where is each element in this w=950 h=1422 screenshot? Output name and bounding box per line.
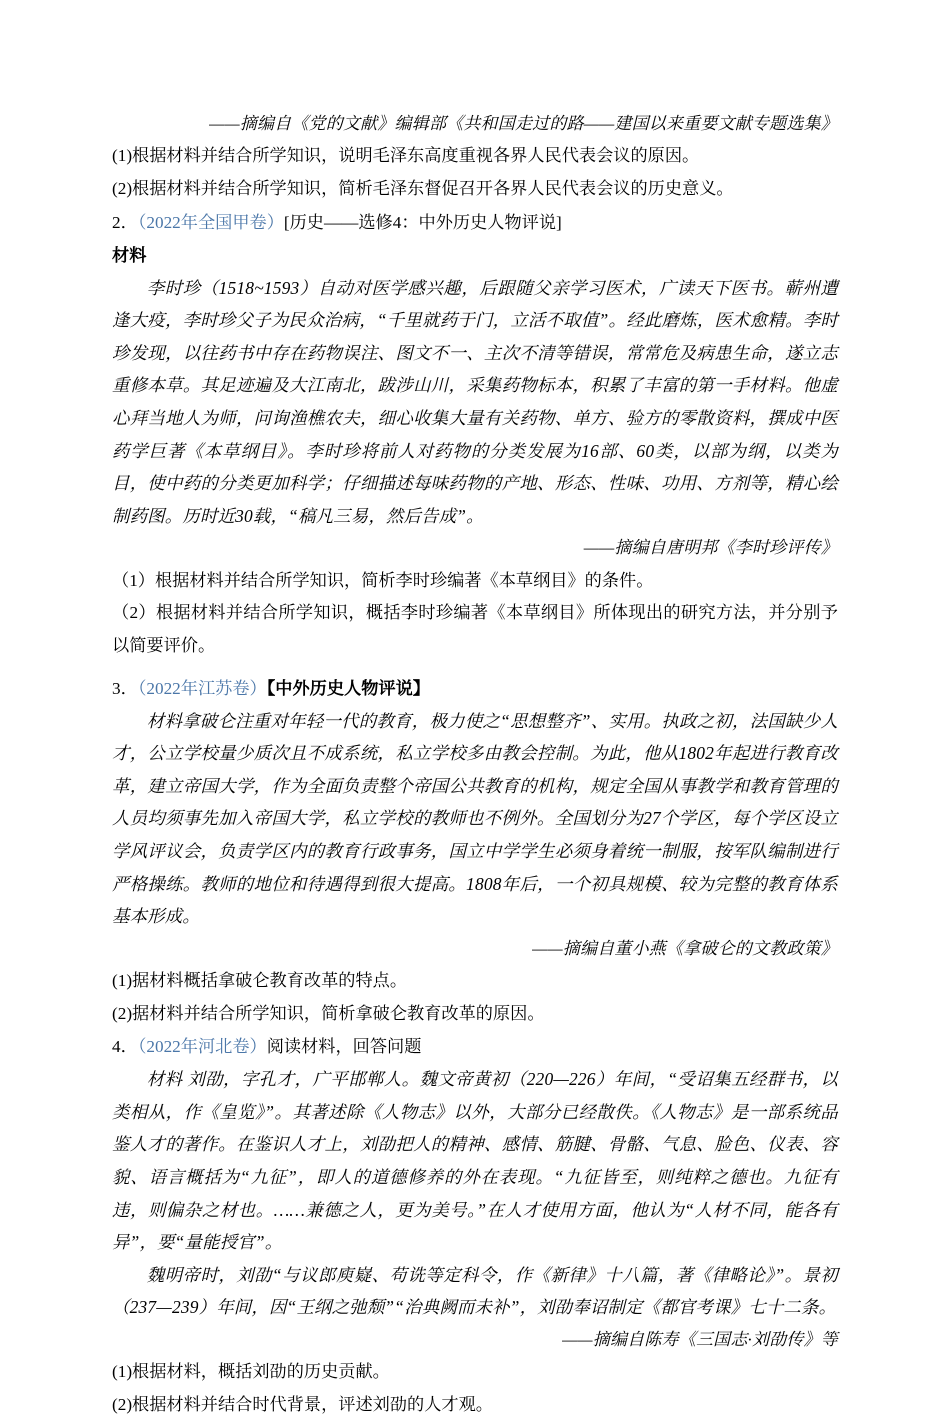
q2-sub-question-2: （2）根据材料并结合所学知识，概括李时珍编著《本草纲目》所体现出的研究方法，并分别予以简要评价。 bbox=[112, 603, 838, 655]
q4-number: 4． bbox=[112, 1037, 138, 1057]
q3-title: 【中外历史人物评说】 bbox=[266, 678, 430, 698]
q4-sub-question-2: (2)根据材料并结合时代背景，评述刘劭的人才观。 bbox=[112, 1395, 493, 1415]
document-body bbox=[112, 108, 838, 1422]
q2-source: （2022年全国甲卷） bbox=[137, 212, 284, 232]
q2-citation: ——摘编自唐明邦《李时珍评传》 bbox=[583, 538, 838, 558]
q2-title: [历史——选修4：中外历史人物评说] bbox=[283, 212, 562, 232]
q4-heading bbox=[112, 1030, 838, 1063]
q4-citation: ——摘编自陈寿《三国志·刘劭传》等 bbox=[562, 1330, 838, 1350]
q2-material-text: 李时珍（1518~1593）自动对医学感兴趣，后跟随父亲学习医术，广读天下医书。蕲州遭逢大疫，李时珍父子为民众治病，“千里就药于门，立活不取值”。经此磨炼，医术愈精。李时珍发现，以往药书中存在药物误注、图文不一、主次不清等错误，常常危及病患生命，遂立志重修本草。其足迹遍及大江南北，跋涉山川，采集药物标本，积累了丰富的第一手材料。他虚心拜当地人为师，问询渔樵农夫，细心收集大量有关药物、单方、验方的零散资料，撰成中医药学巨著《本草纲目》。李时珍将前人对药物的分类发展为16部、60类，以部为纲，以类为目，使中药的分类更加科学；仔细描述每味药物的产地、形态、性味、功用、方剂等，精心绘制药图。历时近30载，“稿凡三易，然后告成”。 bbox=[112, 277, 838, 526]
spacer bbox=[112, 663, 838, 672]
q2-material-label: 材料 bbox=[112, 245, 147, 265]
q2-sub-question-1: （1）根据材料并结合所学知识，简析李时珍编著《本草纲目》的条件。 bbox=[112, 570, 654, 590]
q3-citation: ——摘编自董小燕《拿破仑的文教政策》 bbox=[532, 938, 838, 958]
q2-heading bbox=[112, 206, 838, 239]
q3-number: 3． bbox=[112, 678, 138, 698]
q3-material-text: 材料拿破仑注重对年轻一代的教育，极力使之“思想整齐”、实用。执政之初，法国缺少人才，公立学校量少质次且不成系统，私立学校多由教会控制。为此，他从1802年起进行教育改革，建立帝国大学，作为全面负责整个帝国公共教育的机构，规定全国从事教学和教育管理的人员均须事先加入帝国大学，私立学校的教师也不例外。全国划分为27个学区，每个学区设立学风评议会，负责学区内的教育行政事务，国立中学学生必须身着统一制服，按军队编制进行严格操练。教师的地位和待遇得到很大提高。1808年后，一个初具规模、较为完整的教育体系基本形成。 bbox=[112, 710, 838, 927]
q1-citation: ——摘编自《党的文献》编辑部《共和国走过的路——建国以来重要文献专题选集》 bbox=[209, 114, 838, 133]
q3-source: （2022年江苏卷） bbox=[137, 678, 267, 698]
q4-material-paragraph-2: 魏明帝时，刘劭“与议郎庾嶷、苟诜等定科令，作《新律》十八篇，著《律略论》”。景初（237—239）年间，因“王纲之弛颓”“治典阙而未补”，刘劭奉诏制定《都官考课》七十二条。 bbox=[112, 1264, 838, 1318]
q4-title: 阅读材料，回答问题 bbox=[266, 1037, 422, 1057]
q1-sub-question-1: (1)根据材料并结合所学知识，说明毛泽东高度重视各界人民代表会议的原因。 bbox=[112, 146, 700, 166]
q3-sub-question-1: (1)据材料概括拿破仑教育改革的特点。 bbox=[112, 971, 408, 991]
q3-sub-question-2: (2)据材料并结合所学知识，简析拿破仑教育改革的原因。 bbox=[112, 1003, 545, 1023]
q4-material-paragraph-1: 材料 刘劭，字孔才，广平邯郸人。魏文帝黄初（220—226）年间，“受诏集五经群书，以类相从，作《皇览》”。其著述除《人物志》以外，大部分已经散佚。《人物志》是一部系统品鉴人才的著作。在鉴识人才上，刘劭把人的精神、感情、筋腱、骨骼、气息、脸色、仪表、容貌、语言概括为“九征”，即人的道德修养的外在表现。“九征皆至，则纯粹之德也。九征有违，则偏杂之材也。……兼德之人，更为美号。”在人才使用方面，他认为“人材不同，能各有异”，要“量能授官”。 bbox=[112, 1069, 838, 1253]
q4-source: （2022年河北卷） bbox=[137, 1037, 267, 1057]
q3-heading bbox=[112, 672, 838, 705]
q2-number: 2． bbox=[112, 212, 138, 232]
q4-sub-question-1: (1)根据材料，概括刘劭的历史贡献。 bbox=[112, 1362, 390, 1382]
q1-sub-question-2: (2)根据材料并结合所学知识，简析毛泽东督促召开各界人民代表会议的历史意义。 bbox=[112, 179, 734, 198]
